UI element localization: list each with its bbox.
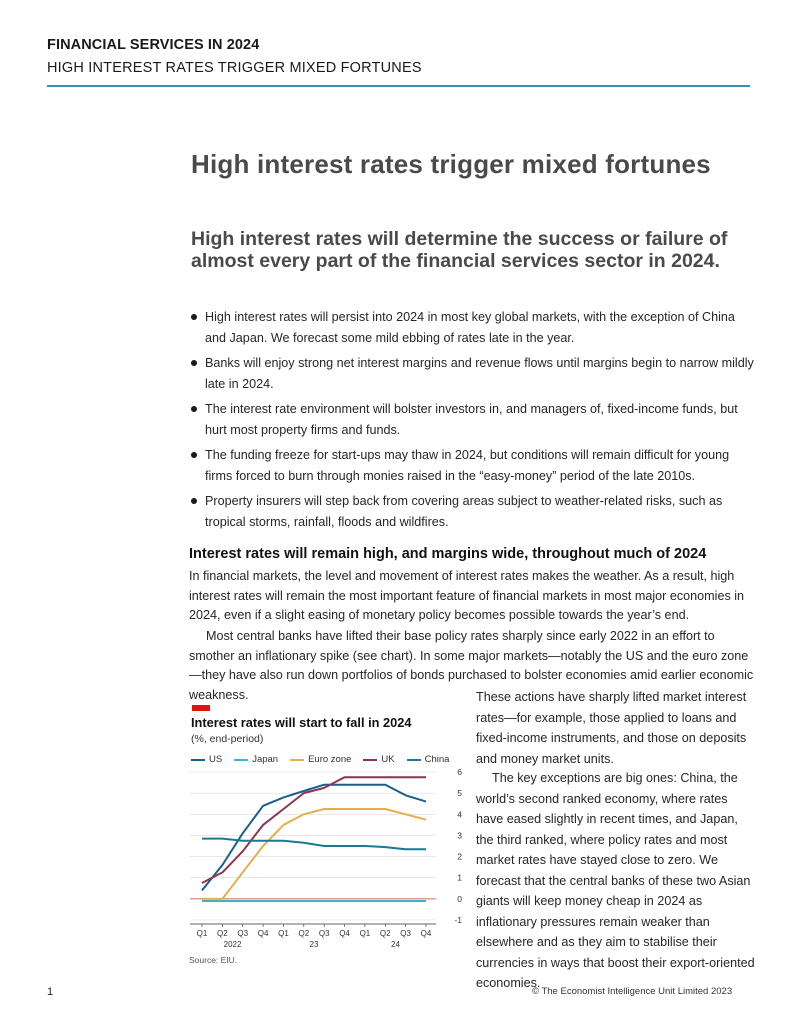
x-tick-label: Q2 [379,929,391,938]
x-tick-label: Q1 [278,929,289,938]
header-rule [47,85,750,87]
legend-label: Euro zone [308,754,352,765]
legend-swatch [191,759,205,761]
legend-label: US [209,754,223,765]
paragraph: These actions have sharply lifted market interest rates—for example, those applied to loans and fixed-income instruments, and those on deposits and money market units. [476,690,747,766]
x-tick-label: Q2 [217,929,228,938]
y-tick-label: 1 [457,872,462,883]
x-tick-label: Q3 [237,929,249,938]
section-subtitle: HIGH INTEREST RATES TRIGGER MIXED FORTUNES [47,60,422,76]
series-line-us [202,785,426,891]
section-header: FINANCIAL SERVICES IN 2024 [47,37,260,53]
legend-swatch [234,759,248,761]
legend-swatch [407,759,421,761]
bullet-item: The interest rate environment will bolster investors in, and managers of, fixed-income funds, but hurt most property firms and funds. [191,399,756,441]
chart-source: Source: EIU. [189,955,238,965]
x-tick-label: Q2 [298,929,310,938]
y-tick-label: 4 [457,809,462,820]
x-tick-label: Q4 [257,929,269,938]
legend-swatch [290,759,304,761]
y-tick-label: 5 [457,788,462,799]
bullet-item: The funding freeze for start-ups may thaw in 2024, but conditions will remain difficult for young firms forced to burn through monies raised in the “easy-money” period of the late 2010s. [191,445,756,487]
series-line-euro-zone [202,809,426,899]
y-tick-label: 6 [457,767,462,777]
x-tick-label: Q1 [196,929,208,938]
section-subhead: Interest rates will remain high, and margins wide, throughout much of 2024 [189,546,707,562]
legend-swatch [363,759,377,761]
year-label: 23 [309,940,319,949]
y-tick-label: -1 [454,915,462,925]
key-points-list [191,307,756,537]
paragraph: The key exceptions are big ones: China, the world’s second ranked economy, where rates have eased slightly in recent times, and Japan, the third ranked, where policy rates and most market rates have stayed close to zero. We forecast that the central banks of these two Asian giants will keep money cheap in 2024 as inflationary pressures remain weaker than elsewhere and as they aim to stabilise their currencies in ways that boost their export-oriented economies. [476,771,755,990]
x-tick-label: Q3 [318,929,330,938]
legend-label: UK [381,754,395,765]
bullet-item: Banks will enjoy strong net interest margins and revenue flows until margins begin to narrow mildly late in 2024. [191,353,756,395]
x-tick-label: Q4 [339,929,350,938]
article-lede: High interest rates will determine the success or failure of almost every part of the financial services sector in 2024. [191,228,728,272]
page-number: 1 [47,986,54,998]
year-label: 2022 [223,940,242,949]
year-label: 24 [391,940,400,949]
x-tick-label: Q4 [420,929,432,938]
x-tick-label: Q1 [359,929,371,938]
y-tick-label: 3 [457,830,462,841]
article-title: High interest rates trigger mixed fortunes [191,149,711,179]
chart-title: Interest rates will start to fall in 2024 [191,715,412,730]
chart-subtitle: (%, end-period) [191,733,264,745]
paragraph: Most central banks have lifted their base policy rates sharply since early 2022 in an effort to smother an inflationary spike (see chart). In some major markets—notably the US and the euro zone—they have also run down portfolios of bonds purchased to bolster economies amid earlier economic weakness. [189,629,754,702]
x-tick-label: Q3 [400,929,411,938]
bullet-item: High interest rates will persist into 2024 in most key global markets, with the exception of China and Japan. We forecast some mild ebbing of rates late in the year. [191,307,756,349]
copyright: © The Economist Intelligence Unit Limited 2023 [532,986,733,997]
paragraph: In financial markets, the level and movement of interest rates makes the weather. As a result, high interest rates will remain the most important feature of financial markets in most major economies in 2024, even if a slight easing of monetary policy becomes possible towards the year’s end. [189,569,745,622]
chart-tag-bar [192,705,210,711]
bullet-item: Property insurers will step back from covering areas subject to weather-related risks, such as tropical storms, rainfall, floods and wildfires. [191,491,756,533]
legend-label: China [424,754,450,765]
y-tick-label: 0 [457,893,462,904]
legend-label: Japan [252,754,279,765]
interest-rate-chart [186,762,466,957]
y-tick-label: 2 [457,851,462,862]
